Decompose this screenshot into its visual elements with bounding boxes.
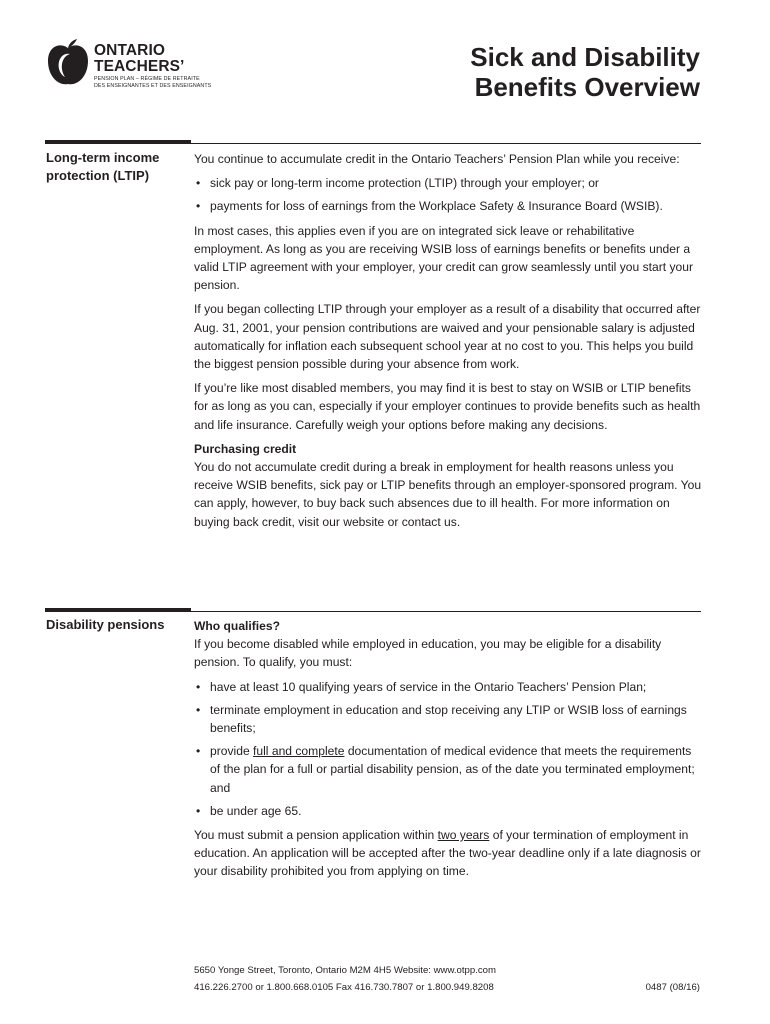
ltip-intro: You continue to accumulate credit in the Ontario Teachers’ Pension Plan while you receive: (194, 152, 680, 166)
ltip-paragraph-3: If you’re like most disabled members, you may find it is best to stay on WSIB or LTIP benefits for as long as you can, especially if your employer continues to provide benefits such as health and life insurance. Carefully weigh your options before making any decisions. (194, 381, 701, 432)
footer-contact (194, 962, 496, 996)
purchasing-credit-heading: Purchasing credit (194, 441, 297, 456)
title-line1: Sick and Disability (470, 42, 700, 72)
apple-icon (46, 38, 90, 88)
section-rule-thick (45, 140, 191, 144)
purchasing-credit-text: You do not accumulate credit during a break in employment for health reasons unless you receive WSIB benefits, sick pay or LTIP benefits through an employer-sponsored program. You can apply, however, to buy back such absences due to ill health. For more information on buying back credit, visit our website or contact us. (194, 460, 702, 529)
two-years-emphasis: two years (437, 828, 490, 843)
bullet3-text-end: documentation of medical evidence that meets the requirements of the plan for a full or partial disability pension, as of the date you terminated employment; and (210, 744, 695, 795)
list-item: • have at least 10 qualifying years of service in the Ontario Teachers’ Pension Plan; (194, 678, 704, 696)
title-line2: Benefits Overview (474, 72, 700, 102)
disability-bullet-list (194, 678, 704, 820)
disability-intro: If you become disabled while employed in education, you may be eligible for a disability pension. To qualify, you must: (194, 637, 662, 670)
disability-closing (194, 826, 704, 881)
page-title (470, 42, 700, 102)
ltip-section-label: Long-term income protection (LTIP) (46, 150, 160, 183)
logo-name-line2: TEACHERS’ (94, 58, 185, 75)
list-item: • payments for loss of earnings from the Workplace Safety & Insurance Board (WSIB). (194, 197, 704, 215)
ltip-paragraph-1: In most cases, this applies even if you are on integrated sick leave or rehabilitative employment. As long as you are receiving WSIB loss of earnings benefits or benefits under a valid LTIP agreement with your employer, your credit can grow seamlessly until you start your pension. (194, 223, 693, 293)
footer-phones: 416.226.2700 or 1.800.668.0105 Fax 416.730.7807 or 1.800.949.8208 (194, 982, 494, 993)
ltip-bullet-list (194, 174, 704, 215)
disability-section-body (194, 617, 704, 887)
section-rule-thin (191, 143, 701, 144)
list-item (194, 742, 704, 797)
list-item: • be under age 65. (194, 802, 704, 820)
list-item: • sick pay or long-term income protection (LTIP) through your employer; or (194, 174, 704, 192)
full-and-complete-emphasis: full and complete (253, 744, 345, 759)
footer-address: 5650 Yonge Street, Toronto, Ontario M2M 4H5 Website: www.otpp.com (194, 965, 497, 976)
closing-text-start: You must submit a pension application within (194, 828, 438, 843)
who-qualifies-heading: Who qualifies? (194, 619, 280, 633)
section-rule-thick (45, 608, 191, 612)
logo-wordmark (94, 43, 184, 75)
ltip-paragraph-2: If you began collecting LTIP through your employer as a result of a disability that occurred after Aug. 31, 2001, your pension contributions are waived and your pensionable salary is adjusted automatically for inflation each subsequent school year at no cost to you. This helps you build the biggest pension possible during your absence from work. (194, 302, 701, 372)
section-rule-thin (191, 611, 701, 612)
otpp-logo (46, 38, 246, 98)
form-number: 0487 (08/16) (645, 982, 700, 993)
logo-subtitle (94, 76, 211, 89)
logo-sub-line1: PENSION PLAN – RÉGIME DE RETRAITE (94, 76, 200, 82)
closing-text-end: of your termination of employment in education. An application will be accepted after the two-year deadline only if a late diagnosis or your disability prohibited you from applying on time. (194, 828, 701, 879)
logo-sub-line2: DES ENSEIGNANTES ET DES ENSEIGNANTS (94, 82, 212, 89)
logo-name-line1: ONTARIO (94, 42, 166, 59)
ltip-section-body (194, 150, 704, 537)
disability-section-label: Disability pensions (46, 617, 165, 632)
bullet3-text-start: provide (210, 744, 254, 759)
list-item: • terminate employment in education and stop receiving any LTIP or WSIB loss of earnings benefits; (194, 701, 704, 737)
